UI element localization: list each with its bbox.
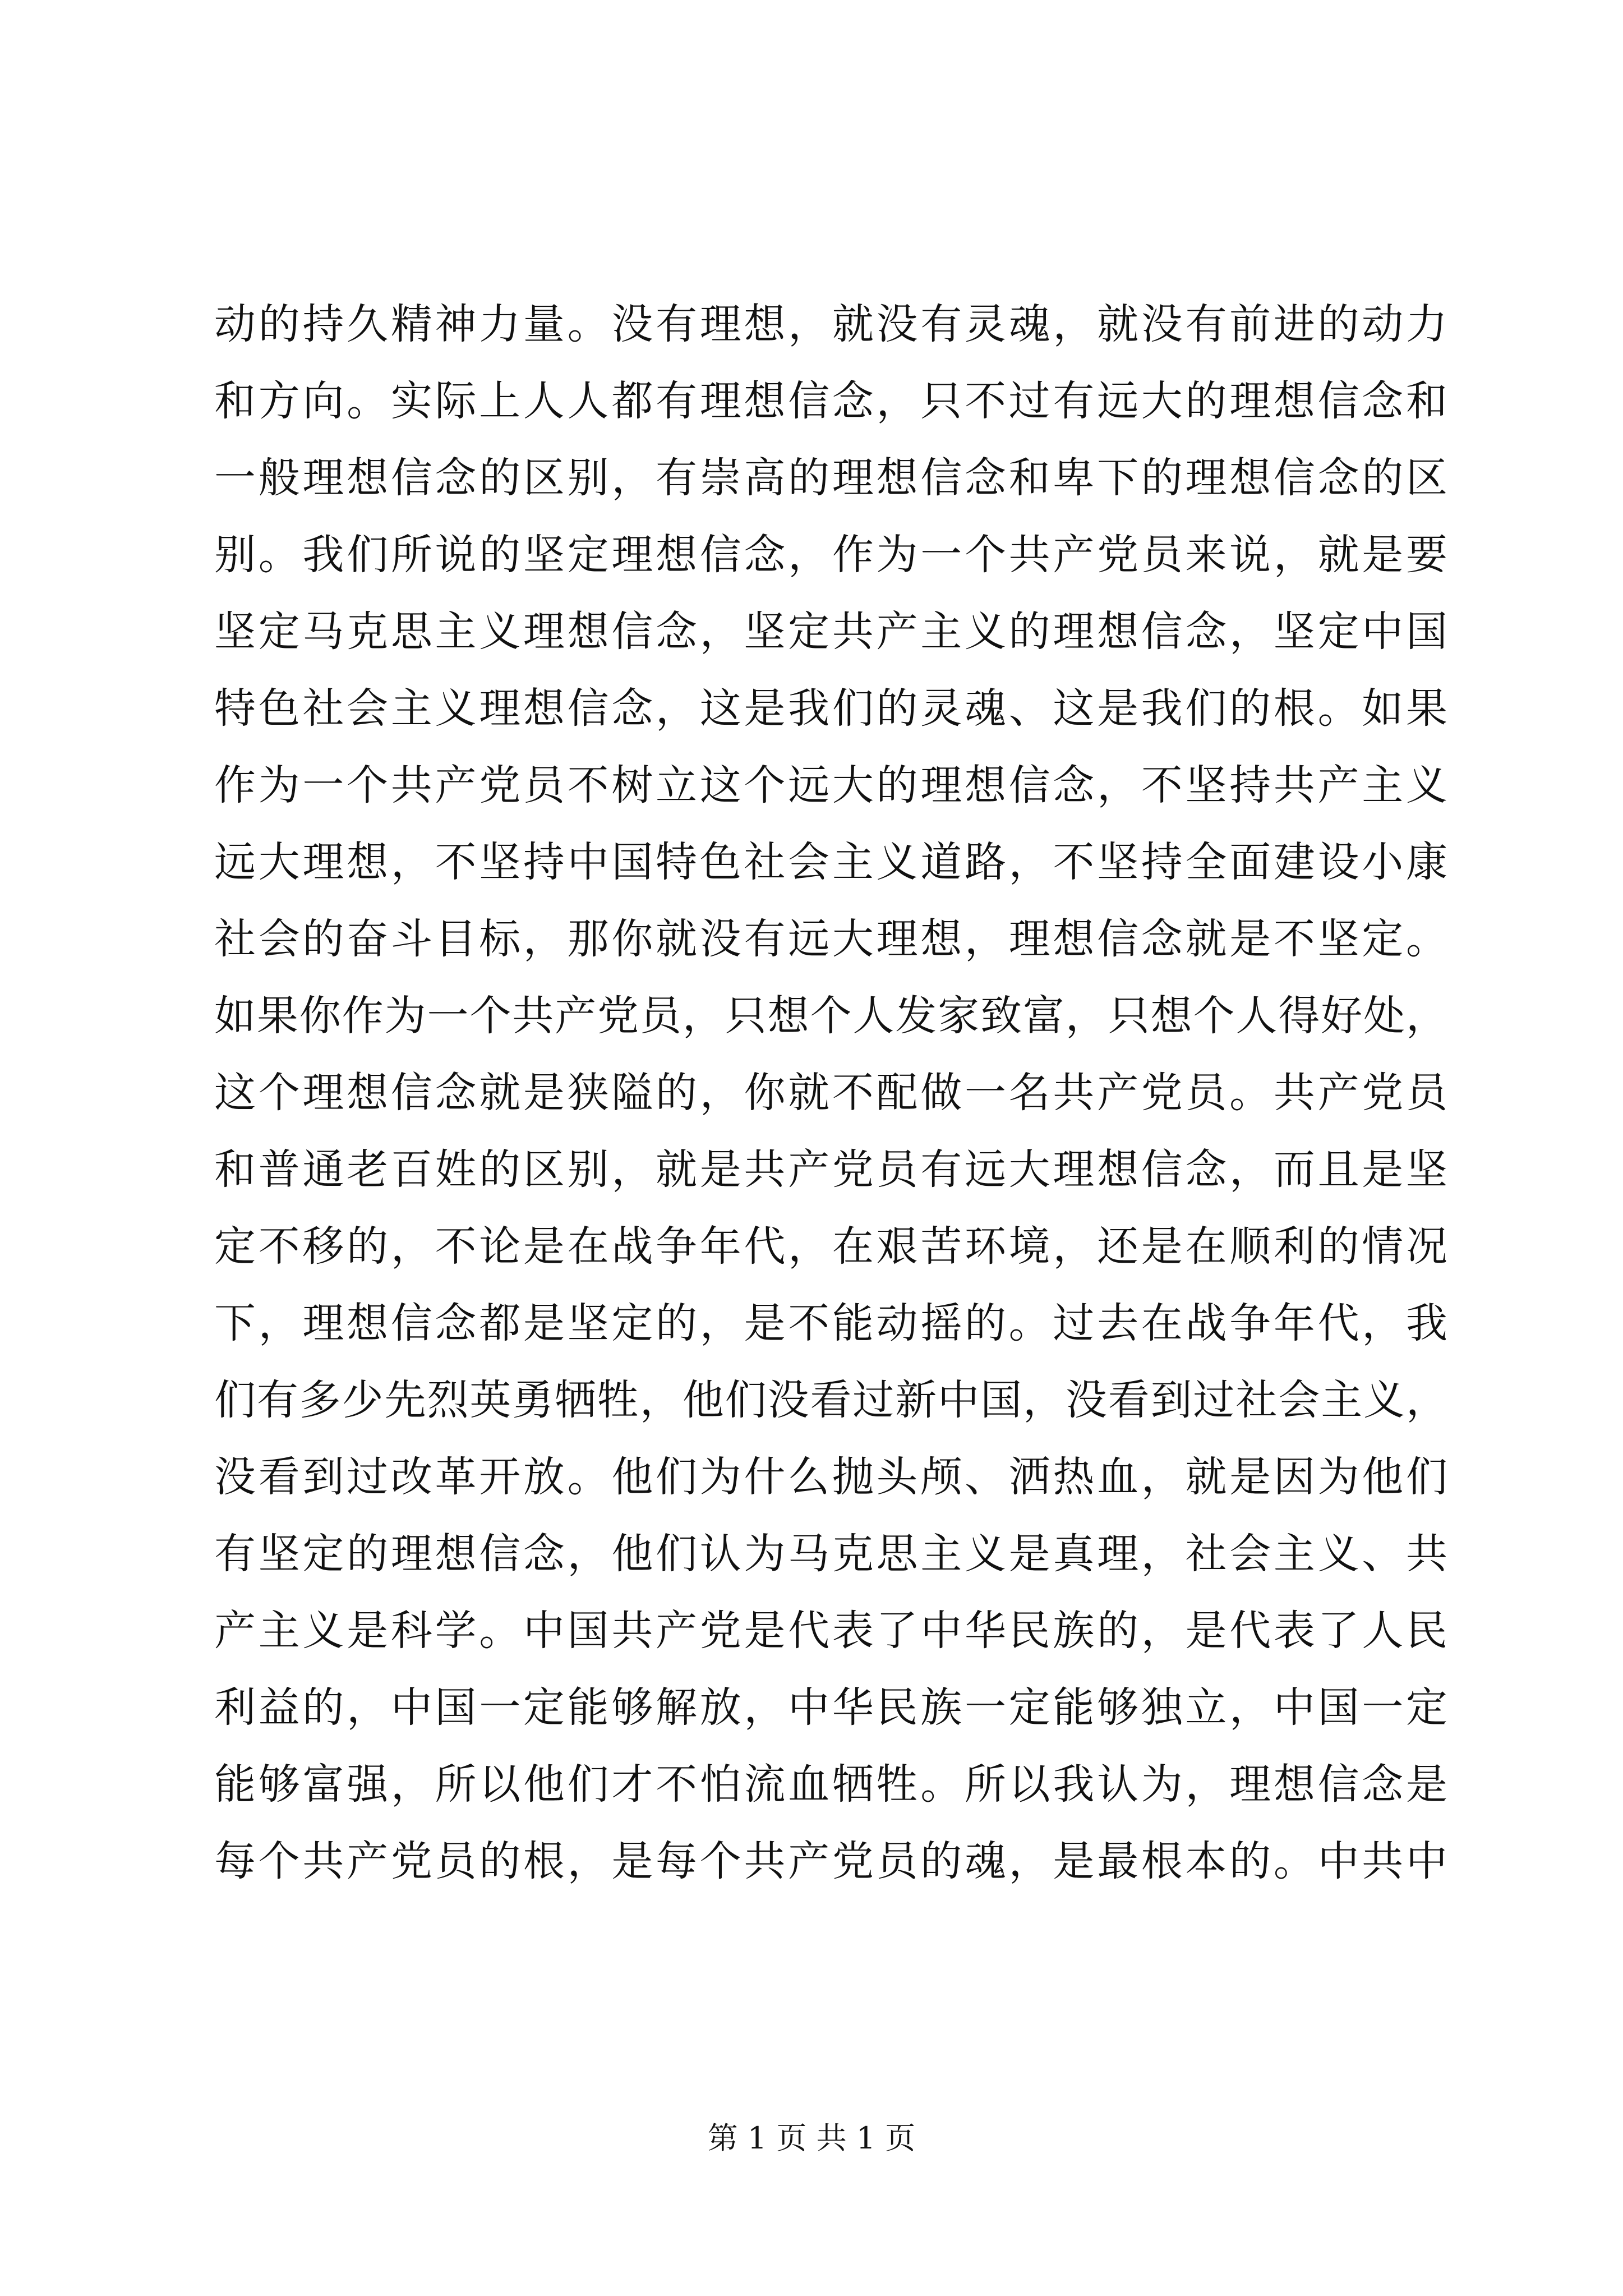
text-line: 和方向。实际上人人都有理想信念，只不过有远大的理想信念和 [214, 377, 1448, 425]
text-line: 能够富强，所以他们才不怕流血牺牲。所以我认为，理想信念是 [214, 1760, 1448, 1809]
text-line: 社会的奋斗目标，那你就没有远大理想，理想信念就是不坚定。 [214, 915, 1448, 963]
text-line: 如果你作为一个共产党员，只想个人发家致富，只想个人得好处， [214, 992, 1448, 1040]
text-line: 利益的，中国一定能够解放，中华民族一定能够独立，中国一定 [214, 1683, 1448, 1732]
text-line: 下，理想信念都是坚定的，是不能动摇的。过去在战争年代，我 [214, 1299, 1448, 1347]
body-text [214, 286, 1448, 1900]
text-line: 这个理想信念就是狭隘的，你就不配做一名共产党员。共产党员 [214, 1069, 1448, 1117]
text-line: 一般理想信念的区别，有崇高的理想信念和卑下的理想信念的区 [214, 454, 1448, 502]
text-line: 动的持久精神力量。没有理想，就没有灵魂，就没有前进的动力 [214, 300, 1448, 348]
text-line: 们有多少先烈英勇牺牲，他们没看过新中国，没看到过社会主义， [214, 1376, 1448, 1424]
text-line: 和普通老百姓的区别，就是共产党员有远大理想信念，而且是坚 [214, 1145, 1448, 1194]
text-line: 坚定马克思主义理想信念，坚定共产主义的理想信念，坚定中国 [214, 608, 1448, 656]
text-line: 没看到过改革开放。他们为什么抛头颅、洒热血，就是因为他们 [214, 1453, 1448, 1501]
text-line: 别。我们所说的坚定理想信念，作为一个共产党员来说，就是要 [214, 531, 1448, 579]
text-line: 每个共产党员的根，是每个共产党员的魂，是最根本的。中共中 [214, 1837, 1448, 1885]
text-line: 产主义是科学。中国共产党是代表了中华民族的，是代表了人民 [214, 1607, 1448, 1655]
text-line: 远大理想，不坚持中国特色社会主义道路，不坚持全面建设小康 [214, 838, 1448, 886]
text-line: 特色社会主义理想信念，这是我们的灵魂、这是我们的根。如果 [214, 684, 1448, 733]
text-line: 有坚定的理想信念，他们认为马克思主义是真理，社会主义、共 [214, 1530, 1448, 1578]
text-line: 定不移的，不论是在战争年代，在艰苦环境，还是在顺利的情况 [214, 1222, 1448, 1271]
text-line: 作为一个共产党员不树立这个远大的理想信念，不坚持共产主义 [214, 761, 1448, 809]
page-footer: 第 1 页 共 1 页 [707, 2120, 916, 2156]
